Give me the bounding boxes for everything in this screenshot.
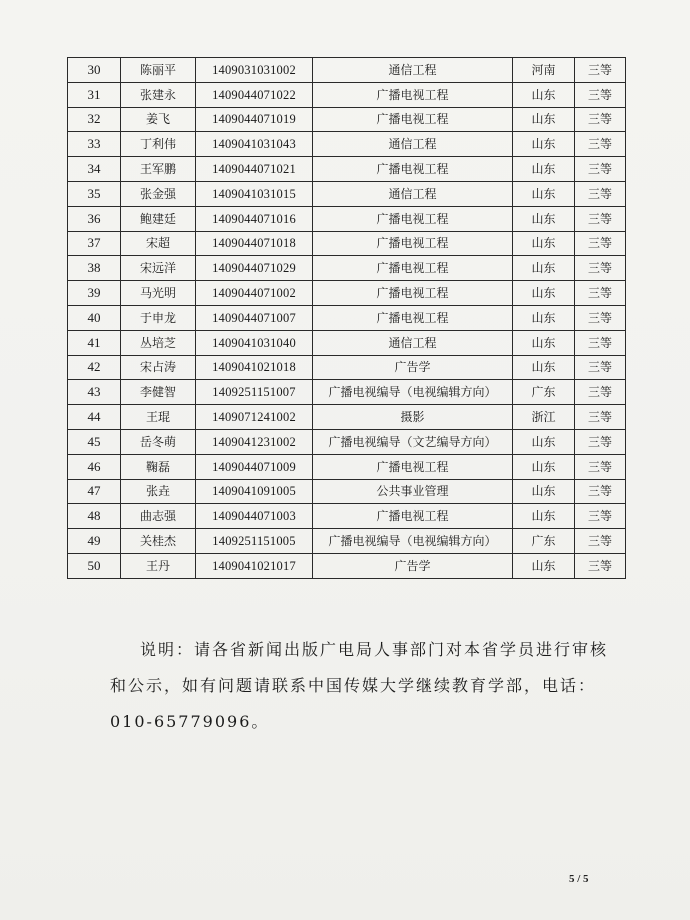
student-table-wrap xyxy=(67,57,625,579)
table-row xyxy=(68,529,626,554)
student-id-cell: 1409044071016 xyxy=(196,206,313,231)
table-row xyxy=(68,206,626,231)
student-id-cell: 1409044071019 xyxy=(196,107,313,132)
award-grade-cell: 三等 xyxy=(575,529,626,554)
province-cell: 山东 xyxy=(513,305,575,330)
award-grade-cell: 三等 xyxy=(575,157,626,182)
table-row xyxy=(68,504,626,529)
student-name-cell: 关桂杰 xyxy=(121,529,196,554)
student-table xyxy=(67,57,626,579)
student-name-cell: 姜飞 xyxy=(121,107,196,132)
province-cell: 山东 xyxy=(513,107,575,132)
student-id-cell: 1409031031002 xyxy=(196,58,313,83)
row-number-cell: 34 xyxy=(68,157,121,182)
student-name-cell: 鲍建廷 xyxy=(121,206,196,231)
row-number-cell: 42 xyxy=(68,355,121,380)
row-number-cell: 45 xyxy=(68,429,121,454)
table-row xyxy=(68,429,626,454)
award-grade-cell: 三等 xyxy=(575,553,626,578)
student-name-cell: 曲志强 xyxy=(121,504,196,529)
student-name-cell: 于申龙 xyxy=(121,305,196,330)
row-number-cell: 35 xyxy=(68,181,121,206)
province-cell: 山东 xyxy=(513,231,575,256)
row-number-cell: 43 xyxy=(68,380,121,405)
note-line-3: 010-65779096。 xyxy=(110,712,270,731)
province-cell: 山东 xyxy=(513,206,575,231)
student-id-cell: 1409071241002 xyxy=(196,405,313,430)
province-cell: 山东 xyxy=(513,553,575,578)
row-number-cell: 38 xyxy=(68,256,121,281)
student-name-cell: 丁利伟 xyxy=(121,132,196,157)
table-row xyxy=(68,405,626,430)
award-grade-cell: 三等 xyxy=(575,206,626,231)
province-cell: 山东 xyxy=(513,181,575,206)
student-name-cell: 岳冬萌 xyxy=(121,429,196,454)
student-name-cell: 王丹 xyxy=(121,553,196,578)
province-cell: 广东 xyxy=(513,529,575,554)
table-row xyxy=(68,132,626,157)
row-number-cell: 37 xyxy=(68,231,121,256)
award-grade-cell: 三等 xyxy=(575,132,626,157)
row-number-cell: 30 xyxy=(68,58,121,83)
student-name-cell: 宋超 xyxy=(121,231,196,256)
major-cell: 广播电视工程 xyxy=(313,281,513,306)
table-row xyxy=(68,107,626,132)
student-id-cell: 1409251151005 xyxy=(196,529,313,554)
award-grade-cell: 三等 xyxy=(575,405,626,430)
note-line-1: 说明：请各省新闻出版广电局人事部门对本省学员进行审核 xyxy=(140,640,609,659)
award-grade-cell: 三等 xyxy=(575,231,626,256)
student-name-cell: 丛培芝 xyxy=(121,330,196,355)
table-row xyxy=(68,355,626,380)
row-number-cell: 44 xyxy=(68,405,121,430)
table-row xyxy=(68,82,626,107)
student-name-cell: 马光明 xyxy=(121,281,196,306)
award-grade-cell: 三等 xyxy=(575,181,626,206)
row-number-cell: 40 xyxy=(68,305,121,330)
award-grade-cell: 三等 xyxy=(575,330,626,355)
table-row xyxy=(68,454,626,479)
province-cell: 山东 xyxy=(513,355,575,380)
table-row xyxy=(68,330,626,355)
student-id-cell: 1409041021018 xyxy=(196,355,313,380)
award-grade-cell: 三等 xyxy=(575,454,626,479)
table-row xyxy=(68,305,626,330)
table-row xyxy=(68,479,626,504)
table-row xyxy=(68,58,626,83)
table-row xyxy=(68,281,626,306)
table-row xyxy=(68,181,626,206)
row-number-cell: 41 xyxy=(68,330,121,355)
student-name-cell: 张金强 xyxy=(121,181,196,206)
award-grade-cell: 三等 xyxy=(575,429,626,454)
province-cell: 浙江 xyxy=(513,405,575,430)
student-name-cell: 王军鹏 xyxy=(121,157,196,182)
student-id-cell: 1409041231002 xyxy=(196,429,313,454)
province-cell: 山东 xyxy=(513,256,575,281)
table-row xyxy=(68,157,626,182)
major-cell: 广播电视工程 xyxy=(313,206,513,231)
major-cell: 广播电视工程 xyxy=(313,157,513,182)
note-line-2: 和公示，如有问题请联系中国传媒大学继续教育学部，电话： xyxy=(110,676,597,695)
student-name-cell: 张建永 xyxy=(121,82,196,107)
major-cell: 广播电视工程 xyxy=(313,305,513,330)
student-id-cell: 1409044071021 xyxy=(196,157,313,182)
award-grade-cell: 三等 xyxy=(575,107,626,132)
major-cell: 广播电视工程 xyxy=(313,256,513,281)
row-number-cell: 50 xyxy=(68,553,121,578)
award-grade-cell: 三等 xyxy=(575,479,626,504)
student-id-cell: 1409041031015 xyxy=(196,181,313,206)
award-grade-cell: 三等 xyxy=(575,504,626,529)
major-cell: 通信工程 xyxy=(313,181,513,206)
student-name-cell: 宋占涛 xyxy=(121,355,196,380)
table-row xyxy=(68,380,626,405)
major-cell: 广播电视工程 xyxy=(313,454,513,479)
major-cell: 通信工程 xyxy=(313,330,513,355)
major-cell: 广播电视编导（电视编辑方向） xyxy=(313,380,513,405)
explanation-note xyxy=(110,632,630,740)
student-id-cell: 1409044071003 xyxy=(196,504,313,529)
province-cell: 山东 xyxy=(513,429,575,454)
award-grade-cell: 三等 xyxy=(575,355,626,380)
table-row xyxy=(68,231,626,256)
province-cell: 山东 xyxy=(513,330,575,355)
province-cell: 河南 xyxy=(513,58,575,83)
row-number-cell: 33 xyxy=(68,132,121,157)
award-grade-cell: 三等 xyxy=(575,82,626,107)
province-cell: 山东 xyxy=(513,454,575,479)
major-cell: 广播电视工程 xyxy=(313,107,513,132)
student-id-cell: 1409041031043 xyxy=(196,132,313,157)
award-grade-cell: 三等 xyxy=(575,281,626,306)
row-number-cell: 32 xyxy=(68,107,121,132)
province-cell: 山东 xyxy=(513,82,575,107)
row-number-cell: 49 xyxy=(68,529,121,554)
major-cell: 公共事业管理 xyxy=(313,479,513,504)
row-number-cell: 47 xyxy=(68,479,121,504)
award-grade-cell: 三等 xyxy=(575,305,626,330)
row-number-cell: 36 xyxy=(68,206,121,231)
table-body xyxy=(68,58,626,579)
major-cell: 通信工程 xyxy=(313,132,513,157)
student-name-cell: 鞠磊 xyxy=(121,454,196,479)
province-cell: 山东 xyxy=(513,157,575,182)
province-cell: 山东 xyxy=(513,281,575,306)
student-id-cell: 1409251151007 xyxy=(196,380,313,405)
student-name-cell: 宋远洋 xyxy=(121,256,196,281)
student-name-cell: 张垚 xyxy=(121,479,196,504)
province-cell: 山东 xyxy=(513,479,575,504)
major-cell: 广播电视编导（文艺编导方向） xyxy=(313,429,513,454)
row-number-cell: 31 xyxy=(68,82,121,107)
major-cell: 广播电视工程 xyxy=(313,82,513,107)
student-id-cell: 1409044071007 xyxy=(196,305,313,330)
student-name-cell: 李健智 xyxy=(121,380,196,405)
row-number-cell: 48 xyxy=(68,504,121,529)
award-grade-cell: 三等 xyxy=(575,58,626,83)
province-cell: 山东 xyxy=(513,504,575,529)
major-cell: 通信工程 xyxy=(313,58,513,83)
page-number: 5 / 5 xyxy=(569,873,589,885)
award-grade-cell: 三等 xyxy=(575,256,626,281)
student-id-cell: 1409044071018 xyxy=(196,231,313,256)
major-cell: 广告学 xyxy=(313,355,513,380)
student-id-cell: 1409044071002 xyxy=(196,281,313,306)
major-cell: 广播电视工程 xyxy=(313,504,513,529)
major-cell: 广告学 xyxy=(313,553,513,578)
student-name-cell: 王琨 xyxy=(121,405,196,430)
student-id-cell: 1409041031040 xyxy=(196,330,313,355)
row-number-cell: 39 xyxy=(68,281,121,306)
student-name-cell: 陈丽平 xyxy=(121,58,196,83)
student-id-cell: 1409044071022 xyxy=(196,82,313,107)
major-cell: 广播电视编导（电视编辑方向） xyxy=(313,529,513,554)
student-id-cell: 1409041091005 xyxy=(196,479,313,504)
table-row xyxy=(68,553,626,578)
student-id-cell: 1409044071009 xyxy=(196,454,313,479)
student-id-cell: 1409044071029 xyxy=(196,256,313,281)
student-id-cell: 1409041021017 xyxy=(196,553,313,578)
province-cell: 山东 xyxy=(513,132,575,157)
row-number-cell: 46 xyxy=(68,454,121,479)
major-cell: 摄影 xyxy=(313,405,513,430)
province-cell: 广东 xyxy=(513,380,575,405)
award-grade-cell: 三等 xyxy=(575,380,626,405)
major-cell: 广播电视工程 xyxy=(313,231,513,256)
table-row xyxy=(68,256,626,281)
